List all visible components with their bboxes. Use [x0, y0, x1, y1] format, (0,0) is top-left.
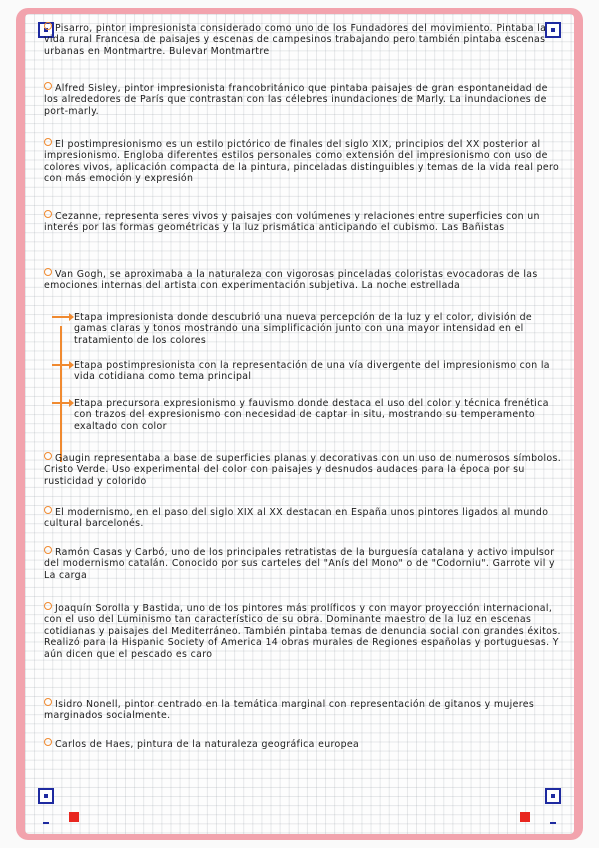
bullet-icon: [44, 602, 52, 610]
note-vangogh: Van Gogh, se aproximaba a la naturaleza con vigorosas pinceladas coloristas evocadoras de las emociones internas del artista con experimentación subjetiva. La noche estrellada: [44, 269, 538, 292]
note-postimpresionismo: El postimpresionismo es un estilo pictórico de finales del siglo XIX, principios del XX posterior al impresionismo. Engloba diferentes estilos personales como extensión del impresionismo con uso de colores vivos, aplicación compacta de la pintura, pinceladas distinguibles y temas de la vida real pero con más emoción y expresión: [44, 139, 560, 185]
bullet-icon: [44, 22, 52, 30]
note-pisarro: Pisarro, pintor impresionista considerado como uno de los Fundadores del movimiento. Pintaba la vida rural Francesa de paisajes y escenas de campesinos trabajando pero también pintaba escenas urbanas en Montmartre. Bulevar Montmartre: [44, 23, 547, 57]
corner-mark-bottom-right: [545, 788, 561, 804]
note-cezanne: Cezanne, representa seres vivos y paisajes con volúmenes y relaciones entre superficies con un interés por las formas geométricas y la luz prismática anticipando el cubismo. Las Bañistas: [44, 211, 540, 234]
note-sorolla: Joaquín Sorolla y Bastida, uno de los pintores más prolíficos y con mayor proyección internacional, con el uso del Luminismo tan característico de su obra. Dominante maestro de la luz en escenas cotidianas y paisajes del Mediterráneo. También pintaba temas de denuncia social con grandes éxitos. Realizó para la Hispanic Society of America 14 obras murales de Regiones españolas y portuguesas. Y aún dicen que el pescado es caro: [44, 603, 561, 660]
arrow-icon: [52, 402, 72, 404]
note-sisley: Alfred Sisley, pintor impresionista francobritánico que pintaba paisajes de gran espontaneidad de los alrededores de París que contrastan con las célebres inundaciones de Marly. La inundaciones de port-marly.: [44, 83, 548, 117]
arrow-icon: [52, 364, 72, 366]
notes-body: [44, 22, 564, 754]
note-etapa-precursora: Etapa precursora expresionismo y fauvismo donde destaca el uso del color y técnica frenética con trazos del expresionismo con necesidad de captar in situ, mostrando su temperamento exaltado con color: [74, 398, 564, 452]
bullet-icon: [44, 138, 52, 146]
note-gaugin: Gaugin representaba a base de superficies planas y decorativas con un uso de numerosos símbolos. Cristo Verde. Uso experimental del color con paisajes y desnudos audaces para la época por su rusticidad y colorido: [44, 453, 562, 487]
note-haes: Carlos de Haes, pintura de la naturaleza geográfica europea: [44, 738, 564, 754]
note-casas: Ramón Casas y Carbó, uno de los principales retratistas de la burguesía catalana y activo impulsor del modernismo catalán. Conocido por sus carteles del "Anís del Mono" o de "Codorniu". Garrote vil y La carga: [44, 547, 555, 581]
corner-mark-bottom-left: [38, 788, 54, 804]
bullet-icon: [44, 546, 52, 554]
red-marker-left: [69, 812, 79, 822]
bullet-icon: [44, 452, 52, 460]
note-modernismo: El modernismo, en el paso del siglo XIX al XX destacan en España unos pintores ligados al mundo cultural barcelonés.: [44, 507, 549, 530]
note-etapa-postimpresionista: Etapa postimpresionista con la representación de una vía divergente del impresionismo con la vida cotidiana como tema principal: [74, 360, 564, 398]
bullet-icon: [44, 506, 52, 514]
bullet-icon: [44, 698, 52, 706]
bullet-icon: [44, 738, 52, 746]
bullet-icon: [44, 210, 52, 218]
arrow-icon: [52, 316, 72, 318]
strip-mark-right: [550, 822, 556, 824]
bullet-icon: [44, 268, 52, 276]
strip-mark-left: [43, 822, 49, 824]
note-nonell: Isidro Nonell, pintor centrado en la temática marginal con representación de gitanos y mujeres marginados socialmente.: [44, 699, 535, 722]
red-marker-right: [520, 812, 530, 822]
bullet-icon: [44, 82, 52, 90]
note-etapa-impresionista: Etapa impresionista donde descubrió una nueva percepción de la luz y el color, división de gamas claras y tonos mostrando una simplificación junto con una mayor intensidad en el tratamiento de los colores: [74, 312, 564, 360]
